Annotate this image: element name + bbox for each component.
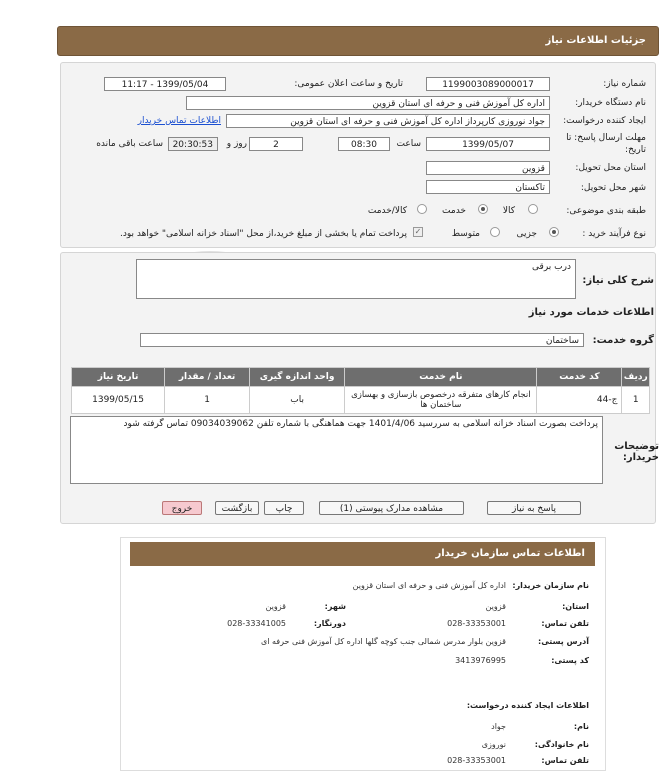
page-title: جزئیات اطلاعات نیاز [545,35,646,46]
buyer-contact-panel [120,537,606,771]
buyer-org-label: نام دستگاه خریدار: [575,98,646,108]
col-unit: واحد اندازه گیری [250,368,345,387]
announce-field: 1399/05/04 - 11:17 [104,77,226,91]
cell-unit: باب [250,387,345,414]
contact-city-label: شهر: [324,602,346,611]
service-group-field: ساختمان [140,333,584,347]
creator-family-label: نام خانوادگی: [534,740,589,749]
creator-family: نوروزی [481,740,506,749]
deadline-date-label: تاریخ: [625,145,646,155]
creator-info-title: اطلاعات ایجاد کننده درخواست: [466,701,589,710]
category-both-label: کالا/خدمت [367,206,407,216]
city-field: تاکستان [426,180,550,194]
category-service-label: خدمت [442,206,466,216]
category-goods-label: کالا [502,206,515,216]
service-group-label: گروه خدمت: [592,335,654,346]
province-field: قزوین [426,161,550,175]
category-service-radio[interactable] [478,204,488,214]
contact-city: قزوین [265,602,286,611]
category-both-radio[interactable] [417,204,427,214]
contact-postal-label: کد پستی: [551,656,589,665]
payment-note: پرداخت تمام یا بخشی از مبلغ خرید،از محل "اسناد خزانه اسلامی" خواهد بود. [119,229,407,239]
contact-fax-label: دورنگار: [313,619,346,628]
process-medium-radio[interactable] [490,227,500,237]
col-qty: تعداد / مقدار [165,368,250,387]
process-partial-radio[interactable] [549,227,559,237]
col-name: نام خدمت [345,368,537,387]
contact-fax: 028-33341005 [227,619,286,628]
announce-label: تاریخ و ساعت اعلان عمومی: [294,79,403,89]
need-desc-label: شرح کلی نیاز: [582,275,654,286]
creator-name-label: نام: [573,722,589,731]
page-header [57,26,659,56]
creator-field: جواد نوروزی کارپرداز اداره کل آموزش فنی و حرفه ای استان قزوین [226,114,550,128]
buyer-org-field: اداره کل آموزش فنی و حرفه ای استان قزوین [186,96,550,110]
cell-name: انجام کارهای متفرقه درخصوص بازسازی و بهسازی ساختمان ها [345,387,537,414]
contact-phone: 028-33353001 [447,619,506,628]
buyer-contact-link[interactable]: اطلاعات تماس خریدار [137,116,221,126]
need-number-label: شماره نیاز: [603,79,646,89]
contact-address-label: آدرس پستی: [538,637,589,646]
table-header-row [72,368,650,387]
province-label: استان محل تحویل: [575,163,646,173]
payment-checkbox[interactable]: ✓ [414,227,422,236]
process-label: نوع فرآیند خرید : [582,229,646,239]
creator-phone: 028-33353001 [447,756,506,765]
category-goods-radio[interactable] [528,204,538,214]
creator-name: جواد [491,722,506,731]
days-field: 2 [249,137,303,151]
deadline-time-field: 08:30 [338,137,390,151]
table-row [72,387,650,414]
cell-code: ج-44 [537,387,622,414]
services-info-title: اطلاعات خدمات مورد نیاز [528,307,654,318]
creator-label: ایجاد کننده درخواست: [563,116,646,126]
contact-postal: 3413976995 [455,656,506,665]
need-number-field: 1199003089000017 [426,77,550,91]
contact-province: قزوین [485,602,506,611]
days-label: روز و [226,139,247,149]
col-row: ردیف [622,368,650,387]
need-desc-field: درب برقی [136,259,576,299]
process-partial-label: جزیی [516,229,537,239]
view-docs-button[interactable]: مشاهده مدارک پیوستی (1) [319,501,464,515]
back-button[interactable]: بازگشت [215,501,259,515]
buyer-notes-label: توضیحات خریدار: [614,441,659,463]
remaining-time-field: 20:30:53 [168,137,218,151]
contact-org: اداره کل آموزش فنی و حرفه ای استان قزوین [352,581,506,590]
contact-address: قزوین بلوار مدرس شمالی جنب کوچه گلها اداره کل آموزش فنی حرفه ای [260,637,506,646]
print-button[interactable]: چاپ [264,501,304,515]
col-date: تاریخ نیاز [72,368,165,387]
remaining-label: ساعت باقی مانده [96,139,163,149]
time-label: ساعت [396,139,421,149]
col-code: کد خدمت [537,368,622,387]
deadline-label: مهلت ارسال پاسخ: تا [566,133,646,143]
process-medium-label: متوسط [451,229,480,239]
contact-header [130,542,595,566]
buyer-notes-field: پرداخت بصورت اسناد خزانه اسلامی به سررسید 1401/4/06 جهت هماهنگی با شماره تلفن 09034039062 تماس گرفته شود [70,416,603,484]
exit-button[interactable]: خروج [162,501,202,515]
contact-province-label: استان: [562,602,589,611]
contact-title: اطلاعات تماس سازمان خریدار [435,548,585,559]
deadline-date-field: 1399/05/07 [426,137,550,151]
category-label: طبقه بندی موضوعی: [566,206,646,216]
reply-button[interactable]: پاسخ به نیاز [487,501,581,515]
city-label: شهر محل تحویل: [580,183,646,193]
contact-org-label: نام سازمان خریدار: [512,581,589,590]
cell-qty: 1 [165,387,250,414]
contact-phone-label: تلفن تماس: [541,619,589,628]
services-table [71,367,650,414]
cell-date: 1399/05/15 [72,387,165,414]
creator-phone-label: تلفن تماس: [541,756,589,765]
cell-row: 1 [622,387,650,414]
